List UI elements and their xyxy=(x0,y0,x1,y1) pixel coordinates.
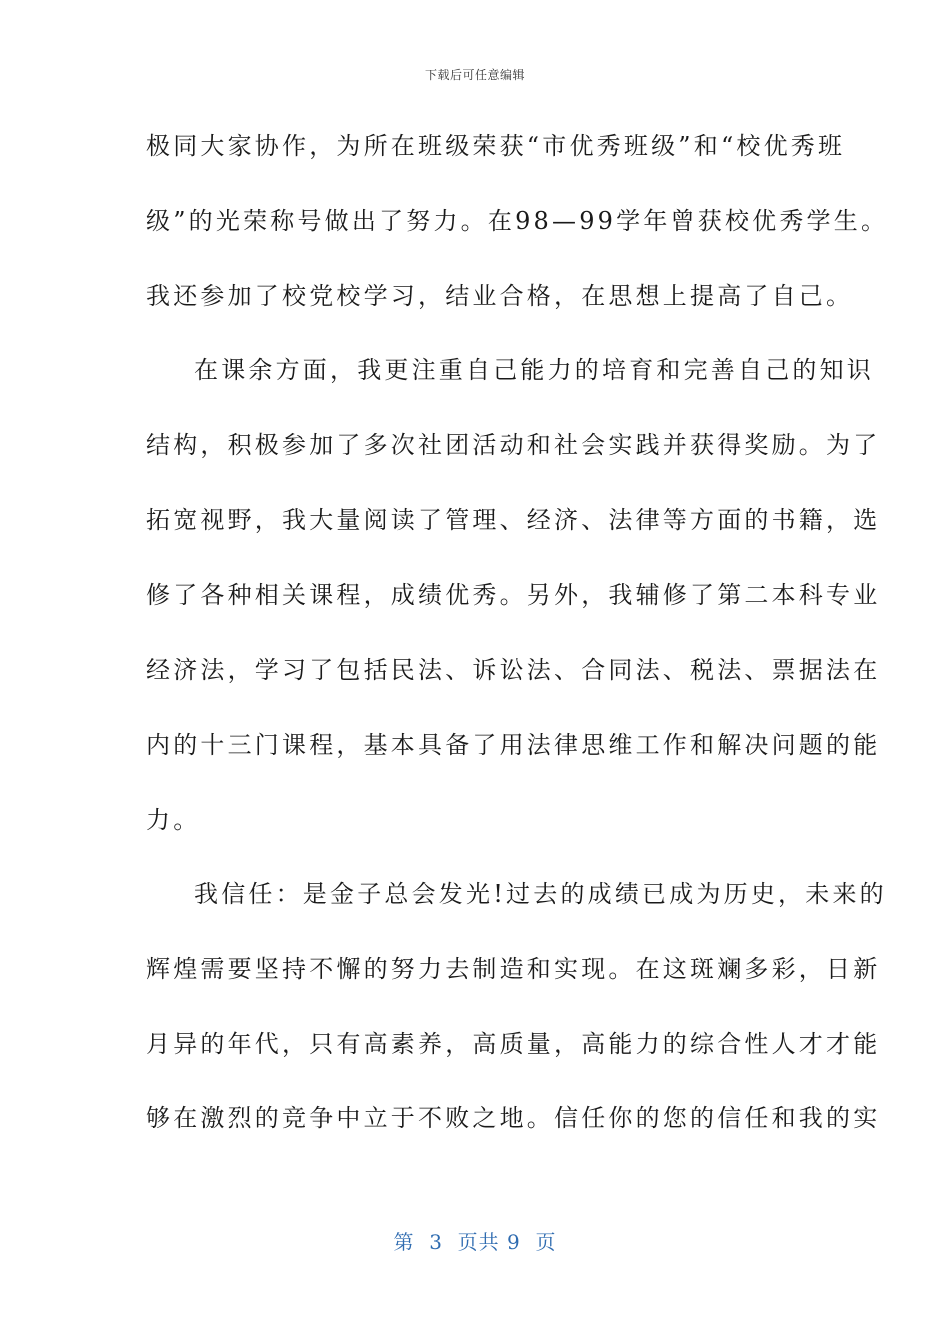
text-line: 在课余方面，我更注重自己能力的培育和完善自己的知识 xyxy=(194,356,874,384)
text-line: 我还参加了校党校学习，结业合格，在思想上提高了自己。 xyxy=(146,282,854,310)
text-line: 够在激烈的竞争中立于不败之地。信任你的您的信任和我的实 xyxy=(146,1104,881,1132)
text-line: 极同大家协作，为所在班级荣获“市优秀班级”和“校优秀班 xyxy=(146,132,846,160)
text-line: 结构，积极参加了多次社团活动和社会实践并获得奖励。为了 xyxy=(146,431,881,459)
page-header: 下载后可任意编辑 xyxy=(424,68,525,82)
text-line: 拓宽视野，我大量阅读了管理、经济、法律等方面的书籍，选 xyxy=(146,506,881,534)
page-number-footer: 第 3 页共 9 页 xyxy=(393,1230,557,1254)
text-line: 级”的光荣称号做出了努力。在98—99学年曾获校优秀学生。 xyxy=(146,207,889,235)
text-line: 月异的年代，只有高素养，高质量，高能力的综合性人才才能 xyxy=(146,1030,881,1058)
text-line: 辉煌需要坚持不懈的努力去制造和实现。在这斑斓多彩，日新 xyxy=(146,955,881,983)
text-line: 我信任：是金子总会发光!过去的成绩已成为历史，未来的 xyxy=(194,880,887,908)
text-line: 内的十三门课程，基本具备了用法律思维工作和解决问题的能 xyxy=(146,731,881,759)
text-line: 经济法，学习了包括民法、诉讼法、合同法、税法、票据法在 xyxy=(146,656,881,684)
text-line: 力。 xyxy=(146,806,201,834)
text-line: 修了各种相关课程，成绩优秀。另外，我辅修了第二本科专业 xyxy=(146,581,881,609)
